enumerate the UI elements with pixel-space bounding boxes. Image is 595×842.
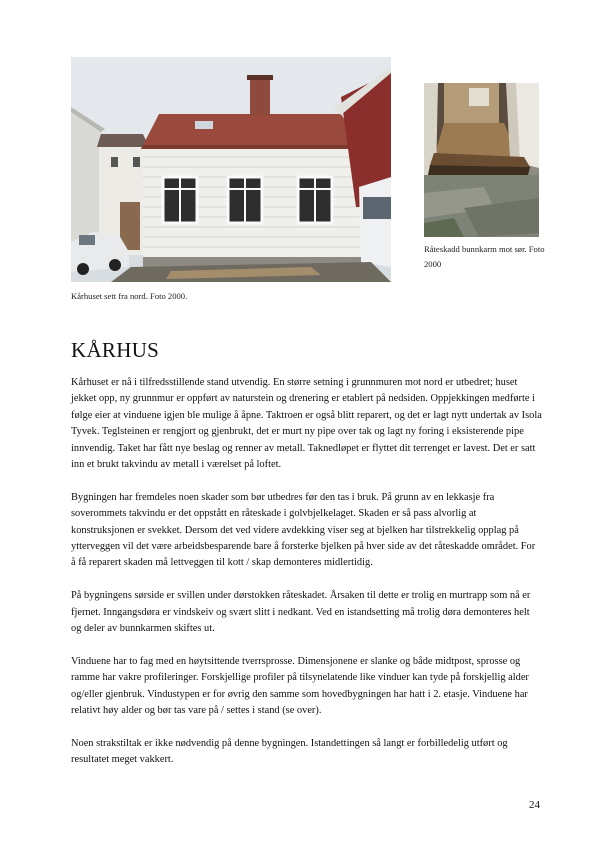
paragraph-conclusion: Noen strakstiltak er ikke nødvendig på denne bygningen. Istandettingen så langt er forbilledelig utført og resultatet meget vakkert. bbox=[71, 737, 508, 766]
threshold-photo bbox=[424, 83, 539, 237]
paragraph-damage: Bygningen har fremdeles noen skader som bør utbedres før den tas i bruk. På grunn av en lekkasje fra soverommets takvindu er det oppstått en råteskade i golvbjelkelaget. Skaden er så pass alvorlig at konstruksjonen er svekket. Dersom det ved videre avdekking viser seg at bjelken har tilstrekkelig opplag på ytterveggen vil det være arbeidsbesparende bare å forsterke bjelken på hver side av det råteskadde området. For å få reparert skaden må lettveggen til kott / skap demonteres midlertidig. bbox=[71, 491, 536, 569]
page-number: 24 bbox=[529, 799, 540, 811]
paragraph-south-side: På bygningens sørside er svillen under dørstokken råteskadet. Årsaken til dette er trolig en murtrapp som nå er fjernet. Inngangsdøra er vindskeiv og svært slitt i nedkant. Ved en istandsetting må trolig døra demonteres helt og deler av bunnkarmen skiftes ut. bbox=[71, 590, 531, 635]
section-heading: KÅRHUS bbox=[71, 338, 160, 362]
threshold-photo-caption: Råteskadd bunnkarm mot sør. Foto 2000 bbox=[424, 244, 545, 269]
paragraph-exterior: Kårhuset er nå i tilfredsstillende stand utvendig. En større setning i grunnmuren mot nord er utbedret; huset jekket opp, ny grunnmur er oppført av naturstein og drenering er etablert på nedsiden. Oppjekkingen medførte i følge eier at vinduene igjen ble mulige å åpne. Taktroen er også blitt reparert, og det er lagt nytt undertak av Isola Tyvek. Teglsteinen er rengjort og gjenbrukt, det er murt ny pipe over tak og lagt ny foring i eksisterende pipe innvendig. Taket har fått nye beslag og renner av metall. Taknedløpet er flyttet dit terrenget er lavest. Det er satt inn et brukt takvindu av metall i værelset på loftet. bbox=[71, 377, 542, 471]
house-photo bbox=[71, 57, 391, 282]
body-text bbox=[71, 375, 542, 785]
paragraph-windows: Vinduene har to fag med en høytsittende tverrsprosse. Dimensjonene er slanke og både midtpost, sprosse og ramme har vakre profileringer. Forskjellige profiler på tilsynelatende like vinduer kan tyde på forskjellig alder og/eller gjenbruk. Vindustypen er for øvrig den samme som hovedbygningen har hatt i 2. etasje. Vinduene har relativt høy alder og bør tas vare på / settes i stand (se over). bbox=[71, 655, 529, 717]
house-photo-caption: Kårhuset sett fra nord. Foto 2000. bbox=[71, 291, 188, 301]
